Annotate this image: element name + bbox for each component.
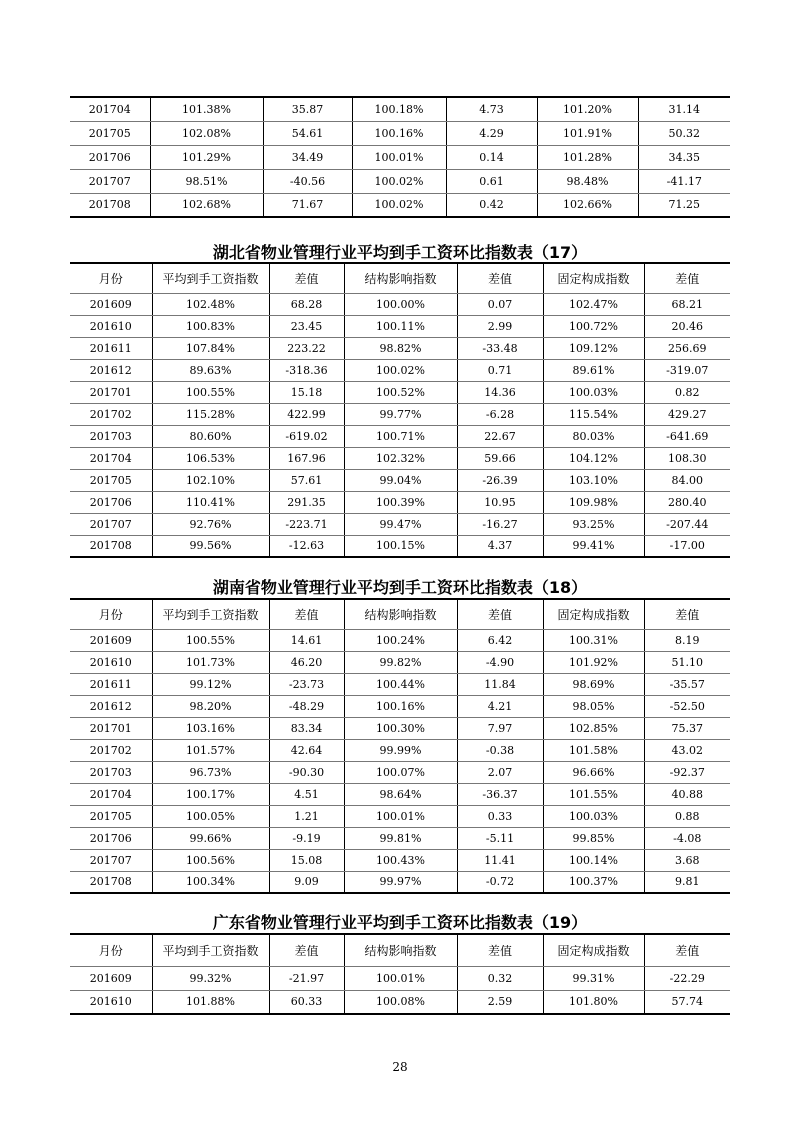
table-cell: 10.95 <box>457 491 543 513</box>
table-cell: 0.14 <box>446 145 537 169</box>
table-row <box>70 739 730 761</box>
table-row <box>70 535 730 557</box>
header-cell: 固定构成指数 <box>543 599 644 629</box>
table-cell: 1.21 <box>269 805 344 827</box>
table-cell: 101.80% <box>543 990 644 1014</box>
table-row <box>70 425 730 447</box>
table-cell: 4.51 <box>269 783 344 805</box>
table-cell: 102.48% <box>152 293 269 315</box>
table-cell: -5.11 <box>457 827 543 849</box>
table-cell: 4.29 <box>446 121 537 145</box>
table-cell: 0.42 <box>446 193 537 217</box>
table-cell: 100.16% <box>344 695 457 717</box>
table-cell: 201704 <box>70 783 152 805</box>
table-cell: 100.02% <box>352 169 446 193</box>
table-cell: 92.76% <box>152 513 269 535</box>
table-cell: 51.10 <box>644 651 730 673</box>
table-cell: 100.30% <box>344 717 457 739</box>
table-cell: 34.35 <box>638 145 730 169</box>
table-cell: 71.25 <box>638 193 730 217</box>
table-cell: 99.32% <box>152 966 269 990</box>
table-cell: 102.10% <box>152 469 269 491</box>
table-cell: 99.56% <box>152 535 269 557</box>
table-cell: 100.05% <box>152 805 269 827</box>
table-row <box>70 121 730 145</box>
table-cell: 110.41% <box>152 491 269 513</box>
table-cell: 102.32% <box>344 447 457 469</box>
table-cell: 8.19 <box>644 629 730 651</box>
table-cell: -92.37 <box>644 761 730 783</box>
table-cell: 43.02 <box>644 739 730 761</box>
header-cell: 差值 <box>269 934 344 966</box>
table-cell: -16.27 <box>457 513 543 535</box>
table-cell: 98.82% <box>344 337 457 359</box>
table-cell: -319.07 <box>644 359 730 381</box>
header-cell: 差值 <box>269 263 344 293</box>
table-cell: 101.88% <box>152 990 269 1014</box>
table-cell: 93.25% <box>543 513 644 535</box>
table-cell: 100.34% <box>152 871 269 893</box>
table-17 <box>70 262 730 558</box>
table-cell: 101.29% <box>150 145 263 169</box>
table-cell: 54.61 <box>263 121 352 145</box>
header-cell: 差值 <box>644 934 730 966</box>
table-cell: 99.31% <box>543 966 644 990</box>
table-cell: -9.19 <box>269 827 344 849</box>
table-cell: 201703 <box>70 425 152 447</box>
header-cell: 差值 <box>269 599 344 629</box>
table-cell: -41.17 <box>638 169 730 193</box>
table-cell: 102.66% <box>537 193 638 217</box>
table-cell: -48.29 <box>269 695 344 717</box>
table-cell: 201707 <box>70 849 152 871</box>
table-cell: 429.27 <box>644 403 730 425</box>
header-cell: 结构影响指数 <box>344 263 457 293</box>
header-cell: 结构影响指数 <box>344 599 457 629</box>
table-cell: 99.85% <box>543 827 644 849</box>
table-cell: 99.41% <box>543 535 644 557</box>
table-cell: 99.77% <box>344 403 457 425</box>
table-cell: -90.30 <box>269 761 344 783</box>
table-cell: 201708 <box>70 535 152 557</box>
table-cell: 201611 <box>70 673 152 695</box>
table-header-row <box>70 934 730 966</box>
table-cell: -6.28 <box>457 403 543 425</box>
table-cell: 104.12% <box>543 447 644 469</box>
table-cell: -21.97 <box>269 966 344 990</box>
table-cell: 100.07% <box>344 761 457 783</box>
table-cell: -17.00 <box>644 535 730 557</box>
table-cell: 201704 <box>70 447 152 469</box>
table-cell: 100.56% <box>152 849 269 871</box>
table-row <box>70 359 730 381</box>
table-row <box>70 966 730 990</box>
table-row <box>70 761 730 783</box>
table-cell: 100.18% <box>352 97 446 121</box>
table-cell: 23.45 <box>269 315 344 337</box>
table-cell: 98.48% <box>537 169 638 193</box>
table-cell: 100.02% <box>344 359 457 381</box>
table-cell: 2.99 <box>457 315 543 337</box>
table-cell: 15.08 <box>269 849 344 871</box>
table-cell: 109.12% <box>543 337 644 359</box>
table-cell: 99.82% <box>344 651 457 673</box>
header-cell: 差值 <box>644 599 730 629</box>
table-cell: 99.12% <box>152 673 269 695</box>
table-cell: 201612 <box>70 359 152 381</box>
header-cell: 月份 <box>70 263 152 293</box>
table-cell: 101.91% <box>537 121 638 145</box>
table-cell: 101.58% <box>543 739 644 761</box>
table-cell: -0.72 <box>457 871 543 893</box>
table-cell: -318.36 <box>269 359 344 381</box>
table-cell: 100.01% <box>344 966 457 990</box>
table-row <box>70 805 730 827</box>
table-cell: -619.02 <box>269 425 344 447</box>
table-cell: 98.51% <box>150 169 263 193</box>
table-cell: 280.40 <box>644 491 730 513</box>
table-18-title: 湖南省物业管理行业平均到手工资环比指数表（18） <box>212 578 588 597</box>
table-cell: 75.37 <box>644 717 730 739</box>
table-cell: 0.88 <box>644 805 730 827</box>
table-cell: 0.07 <box>457 293 543 315</box>
table-cell: 42.64 <box>269 739 344 761</box>
table-cell: -33.48 <box>457 337 543 359</box>
table-cell: 96.66% <box>543 761 644 783</box>
table-cell: 3.68 <box>644 849 730 871</box>
table-cell: 109.98% <box>543 491 644 513</box>
table-cell: 100.17% <box>152 783 269 805</box>
table-row <box>70 990 730 1014</box>
table-cell: 20.46 <box>644 315 730 337</box>
table-cell: 201702 <box>70 739 152 761</box>
table-cell: -40.56 <box>263 169 352 193</box>
table-cell: 89.63% <box>152 359 269 381</box>
table-cell: 15.18 <box>269 381 344 403</box>
table-cell: -52.50 <box>644 695 730 717</box>
table-row <box>70 783 730 805</box>
table-cell: 98.69% <box>543 673 644 695</box>
header-cell: 月份 <box>70 599 152 629</box>
table-cell: 201609 <box>70 966 152 990</box>
table-row <box>70 871 730 893</box>
table-cell: 102.68% <box>150 193 263 217</box>
header-cell: 结构影响指数 <box>344 934 457 966</box>
table-cell: 101.20% <box>537 97 638 121</box>
table-cell: 102.47% <box>543 293 644 315</box>
table-cell: -36.37 <box>457 783 543 805</box>
table-cell: 83.34 <box>269 717 344 739</box>
table-row <box>70 381 730 403</box>
table-cell: 100.71% <box>344 425 457 447</box>
table-row <box>70 513 730 535</box>
table-cell: 201610 <box>70 990 152 1014</box>
table-cell: 115.54% <box>543 403 644 425</box>
table-cell: 6.42 <box>457 629 543 651</box>
table-row <box>70 315 730 337</box>
header-cell: 平均到手工资指数 <box>152 934 269 966</box>
table-row <box>70 629 730 651</box>
table-cell: 101.38% <box>150 97 263 121</box>
table-row <box>70 403 730 425</box>
table-cell: 102.85% <box>543 717 644 739</box>
table-cell: 7.97 <box>457 717 543 739</box>
table-row <box>70 97 730 121</box>
table-cell: 101.57% <box>152 739 269 761</box>
table-cell: 201707 <box>70 513 152 535</box>
table-cell: 99.99% <box>344 739 457 761</box>
table-cell: 201701 <box>70 717 152 739</box>
table-row <box>70 193 730 217</box>
table-cell: 201609 <box>70 629 152 651</box>
table-cell: 101.92% <box>543 651 644 673</box>
table-cell: 201705 <box>70 469 152 491</box>
table-cell: 100.52% <box>344 381 457 403</box>
table-cell: 96.73% <box>152 761 269 783</box>
table-cell: 50.32 <box>638 121 730 145</box>
table-header-row <box>70 263 730 293</box>
table-cell: 98.64% <box>344 783 457 805</box>
table-cell: 103.16% <box>152 717 269 739</box>
table-cell: 167.96 <box>269 447 344 469</box>
table-cell: 201708 <box>70 871 152 893</box>
table-cell: 422.99 <box>269 403 344 425</box>
table-cell: 99.04% <box>344 469 457 491</box>
page-number: 28 <box>392 1060 408 1074</box>
table-cell: 100.01% <box>344 805 457 827</box>
table-cell: 201708 <box>70 193 150 217</box>
table-cell: -0.38 <box>457 739 543 761</box>
table-cell: 98.20% <box>152 695 269 717</box>
table-cell: 2.59 <box>457 990 543 1014</box>
table-cell: 100.31% <box>543 629 644 651</box>
table-cell: 71.67 <box>263 193 352 217</box>
table-row <box>70 145 730 169</box>
table-cell: 31.14 <box>638 97 730 121</box>
table-cell: 22.67 <box>457 425 543 447</box>
table-cell: 201706 <box>70 145 150 169</box>
table-cell: 4.37 <box>457 535 543 557</box>
table-cell: -4.08 <box>644 827 730 849</box>
table-cell: 100.02% <box>352 193 446 217</box>
table-cell: 100.44% <box>344 673 457 695</box>
table-cell: 40.88 <box>644 783 730 805</box>
table-cell: 201612 <box>70 695 152 717</box>
table-17-title: 湖北省物业管理行业平均到手工资环比指数表（17） <box>212 243 588 262</box>
table-cell: 103.10% <box>543 469 644 491</box>
table-cell: 0.33 <box>457 805 543 827</box>
table-cell: 108.30 <box>644 447 730 469</box>
table-cell: 80.60% <box>152 425 269 447</box>
table-row <box>70 293 730 315</box>
table-cell: 100.83% <box>152 315 269 337</box>
header-cell: 差值 <box>457 599 543 629</box>
table-cell: 80.03% <box>543 425 644 447</box>
table-cell: 100.55% <box>152 629 269 651</box>
table-cell: 60.33 <box>269 990 344 1014</box>
table-cell: -4.90 <box>457 651 543 673</box>
table-cell: 291.35 <box>269 491 344 513</box>
table-row <box>70 849 730 871</box>
table-cell: 2.07 <box>457 761 543 783</box>
table-row <box>70 469 730 491</box>
table-cell: 106.53% <box>152 447 269 469</box>
table-row <box>70 447 730 469</box>
table-cell: 100.55% <box>152 381 269 403</box>
header-cell: 差值 <box>644 263 730 293</box>
table-cell: -223.71 <box>269 513 344 535</box>
table-16-continued <box>70 96 730 218</box>
table-cell: 101.55% <box>543 783 644 805</box>
table-cell: 59.66 <box>457 447 543 469</box>
table-cell: 201611 <box>70 337 152 359</box>
table-header-row <box>70 599 730 629</box>
table-cell: 57.74 <box>644 990 730 1014</box>
table-cell: 0.32 <box>457 966 543 990</box>
table-cell: -26.39 <box>457 469 543 491</box>
table-cell: 201704 <box>70 97 150 121</box>
table-row <box>70 169 730 193</box>
table-cell: 98.05% <box>543 695 644 717</box>
table-row <box>70 827 730 849</box>
table-cell: 100.37% <box>543 871 644 893</box>
table-cell: 101.73% <box>152 651 269 673</box>
table-cell: 0.71 <box>457 359 543 381</box>
header-cell: 差值 <box>457 934 543 966</box>
table-cell: 201707 <box>70 169 150 193</box>
table-cell: -12.63 <box>269 535 344 557</box>
table-cell: -35.57 <box>644 673 730 695</box>
table-cell: 9.09 <box>269 871 344 893</box>
table-cell: 201706 <box>70 491 152 513</box>
table-cell: 100.08% <box>344 990 457 1014</box>
table-cell: -641.69 <box>644 425 730 447</box>
table-cell: 100.24% <box>344 629 457 651</box>
header-cell: 月份 <box>70 934 152 966</box>
table-cell: 35.87 <box>263 97 352 121</box>
table-cell: 100.15% <box>344 535 457 557</box>
table-cell: 9.81 <box>644 871 730 893</box>
table-cell: 100.03% <box>543 805 644 827</box>
table-cell: 100.01% <box>352 145 446 169</box>
table-cell: 89.61% <box>543 359 644 381</box>
table-cell: 107.84% <box>152 337 269 359</box>
table-cell: 115.28% <box>152 403 269 425</box>
table-cell: -23.73 <box>269 673 344 695</box>
table-cell: 99.81% <box>344 827 457 849</box>
header-cell: 平均到手工资指数 <box>152 263 269 293</box>
table-cell: 201703 <box>70 761 152 783</box>
table-row <box>70 337 730 359</box>
table-cell: 223.22 <box>269 337 344 359</box>
table-cell: 100.03% <box>543 381 644 403</box>
table-cell: 11.41 <box>457 849 543 871</box>
table-cell: 4.21 <box>457 695 543 717</box>
table-cell: 102.08% <box>150 121 263 145</box>
table-row <box>70 673 730 695</box>
table-cell: 4.73 <box>446 97 537 121</box>
table-cell: 99.66% <box>152 827 269 849</box>
table-cell: 11.84 <box>457 673 543 695</box>
table-cell: 57.61 <box>269 469 344 491</box>
table-cell: 101.28% <box>537 145 638 169</box>
table-19 <box>70 933 730 1015</box>
header-cell: 固定构成指数 <box>543 934 644 966</box>
table-cell: 100.14% <box>543 849 644 871</box>
table-cell: 14.61 <box>269 629 344 651</box>
table-cell: 99.97% <box>344 871 457 893</box>
table-cell: 201705 <box>70 121 150 145</box>
table-cell: -207.44 <box>644 513 730 535</box>
table-cell: 201610 <box>70 315 152 337</box>
table-row <box>70 491 730 513</box>
table-cell: 68.28 <box>269 293 344 315</box>
table-cell: 14.36 <box>457 381 543 403</box>
table-cell: 100.00% <box>344 293 457 315</box>
table-cell: 201701 <box>70 381 152 403</box>
header-cell: 固定构成指数 <box>543 263 644 293</box>
table-cell: 100.72% <box>543 315 644 337</box>
header-cell: 差值 <box>457 263 543 293</box>
table-cell: 100.11% <box>344 315 457 337</box>
table-row <box>70 717 730 739</box>
table-cell: 0.82 <box>644 381 730 403</box>
table-cell: 34.49 <box>263 145 352 169</box>
table-cell: 201705 <box>70 805 152 827</box>
table-19-title: 广东省物业管理行业平均到手工资环比指数表（19） <box>212 913 588 932</box>
table-cell: 100.43% <box>344 849 457 871</box>
table-cell: 0.61 <box>446 169 537 193</box>
table-cell: 256.69 <box>644 337 730 359</box>
table-cell: 201706 <box>70 827 152 849</box>
table-cell: 68.21 <box>644 293 730 315</box>
table-cell: 46.20 <box>269 651 344 673</box>
table-row <box>70 695 730 717</box>
table-cell: 201609 <box>70 293 152 315</box>
table-18 <box>70 598 730 894</box>
table-row <box>70 651 730 673</box>
table-cell: 201702 <box>70 403 152 425</box>
table-cell: 100.16% <box>352 121 446 145</box>
header-cell: 平均到手工资指数 <box>152 599 269 629</box>
table-cell: -22.29 <box>644 966 730 990</box>
table-cell: 201610 <box>70 651 152 673</box>
table-cell: 100.39% <box>344 491 457 513</box>
table-cell: 84.00 <box>644 469 730 491</box>
table-cell: 99.47% <box>344 513 457 535</box>
